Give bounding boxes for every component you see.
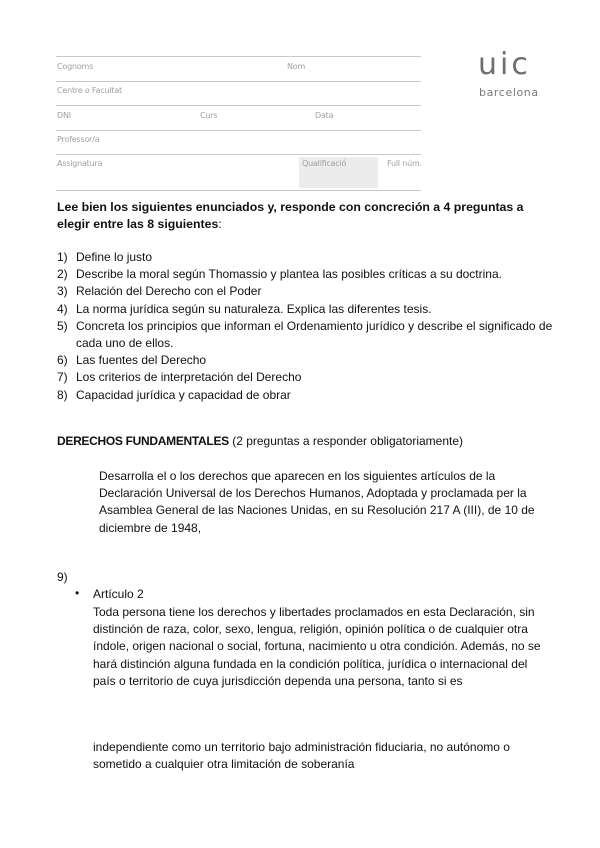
qualificacio-label: Qualificació	[302, 159, 347, 168]
question-item	[57, 301, 557, 318]
question-item	[57, 266, 557, 283]
logo-city: barcelona	[479, 86, 539, 99]
instructions-suffix: :	[218, 217, 222, 231]
assignatura-label: Assignatura	[57, 159, 103, 168]
question-text: Describe la moral según Thomassio y plantea las posibles críticas a su doctrina.	[76, 267, 502, 282]
form-divider	[56, 105, 421, 106]
section-subtitle: (2 preguntas a responder obligatoriamente)	[232, 434, 464, 448]
article-body: Toda persona tiene los derechos y libertades proclamados en esta Declaración, sin distinción de raza, color, sexo, lengua, religión, opinión política o de cualquier otra índole, origen nacional o social, fortuna, nacimiento u otra condición. Además, no se hará distinción alguna fundada en la condición política, jurídica o internacional del país o territorio de cuya jurisdicción dependa una persona, tanto si es	[93, 605, 541, 688]
question-item	[57, 249, 557, 266]
form-divider	[56, 130, 421, 131]
question-item	[57, 369, 557, 386]
full-num-label: Full núm.	[387, 159, 422, 168]
question-number: 5)	[57, 318, 68, 333]
section-intro: Desarrolla el o los derechos que aparecen en los siguientes artículos de la Declaración Universal de los Derechos Humanos, Adoptada y proclamada per la Asamblea General de las Naciones Unidas, en su Resolución 217 A (III), de 10 de diciembre de 1948,	[99, 469, 535, 535]
question-number: 1)	[57, 250, 68, 264]
question-item	[57, 318, 557, 352]
question-number: 8)	[57, 387, 68, 402]
dni-label: DNI	[57, 111, 71, 120]
form-divider	[56, 154, 421, 155]
question-text: La norma jurídica según su naturaleza. Explica las diferentes tesis.	[76, 301, 432, 316]
question-text: Capacidad jurídica y capacidad de obrar	[76, 387, 291, 402]
data-label: Data	[315, 111, 334, 120]
curs-label: Curs	[200, 111, 218, 120]
cognoms-label: Cognoms	[57, 62, 94, 71]
section-title: DERECHOS FUNDAMENTALES	[57, 434, 229, 448]
question-number: 4)	[57, 301, 68, 316]
question-number: 7)	[57, 370, 68, 385]
instructions-text: Lee bien los siguientes enunciados y, responde con concreción a 4 preguntas a elegir entre las 8 siguientes	[57, 200, 524, 231]
question-number: 2)	[57, 267, 68, 282]
question-text: Define lo justo	[76, 250, 153, 264]
form-divider	[56, 56, 421, 57]
question-number: 3)	[57, 284, 68, 299]
question-list	[57, 249, 557, 404]
question-item	[57, 387, 557, 404]
article-continuation: independiente como un territorio bajo administración fiduciaria, no autónomo o sometido a cualquier otra limitación de soberanía	[93, 740, 510, 772]
question-text: Relación del Derecho con el Poder	[76, 284, 262, 299]
question-text: Concreta los principios que informan el Ordenamiento jurídico y describe el significado de cada uno de ellos.	[76, 318, 553, 351]
instructions	[57, 199, 537, 233]
section-heading	[57, 434, 463, 448]
form-divider	[56, 81, 421, 82]
article-title: Artículo 2	[93, 587, 144, 601]
professor-label: Professor/a	[57, 135, 100, 144]
question-text: Las fuentes del Derecho	[76, 353, 207, 368]
question-item	[57, 352, 557, 369]
form-divider	[56, 190, 421, 191]
centre-label: Centre o Facultat	[57, 86, 122, 95]
bullet-icon: •	[75, 586, 80, 600]
logo-mark: uic	[478, 47, 531, 82]
question-number: 6)	[57, 353, 68, 368]
question-9-number: 9)	[57, 570, 68, 584]
nom-label: Nom	[287, 62, 306, 71]
question-item	[57, 283, 557, 300]
question-text: Los criterios de interpretación del Derecho	[76, 370, 302, 385]
